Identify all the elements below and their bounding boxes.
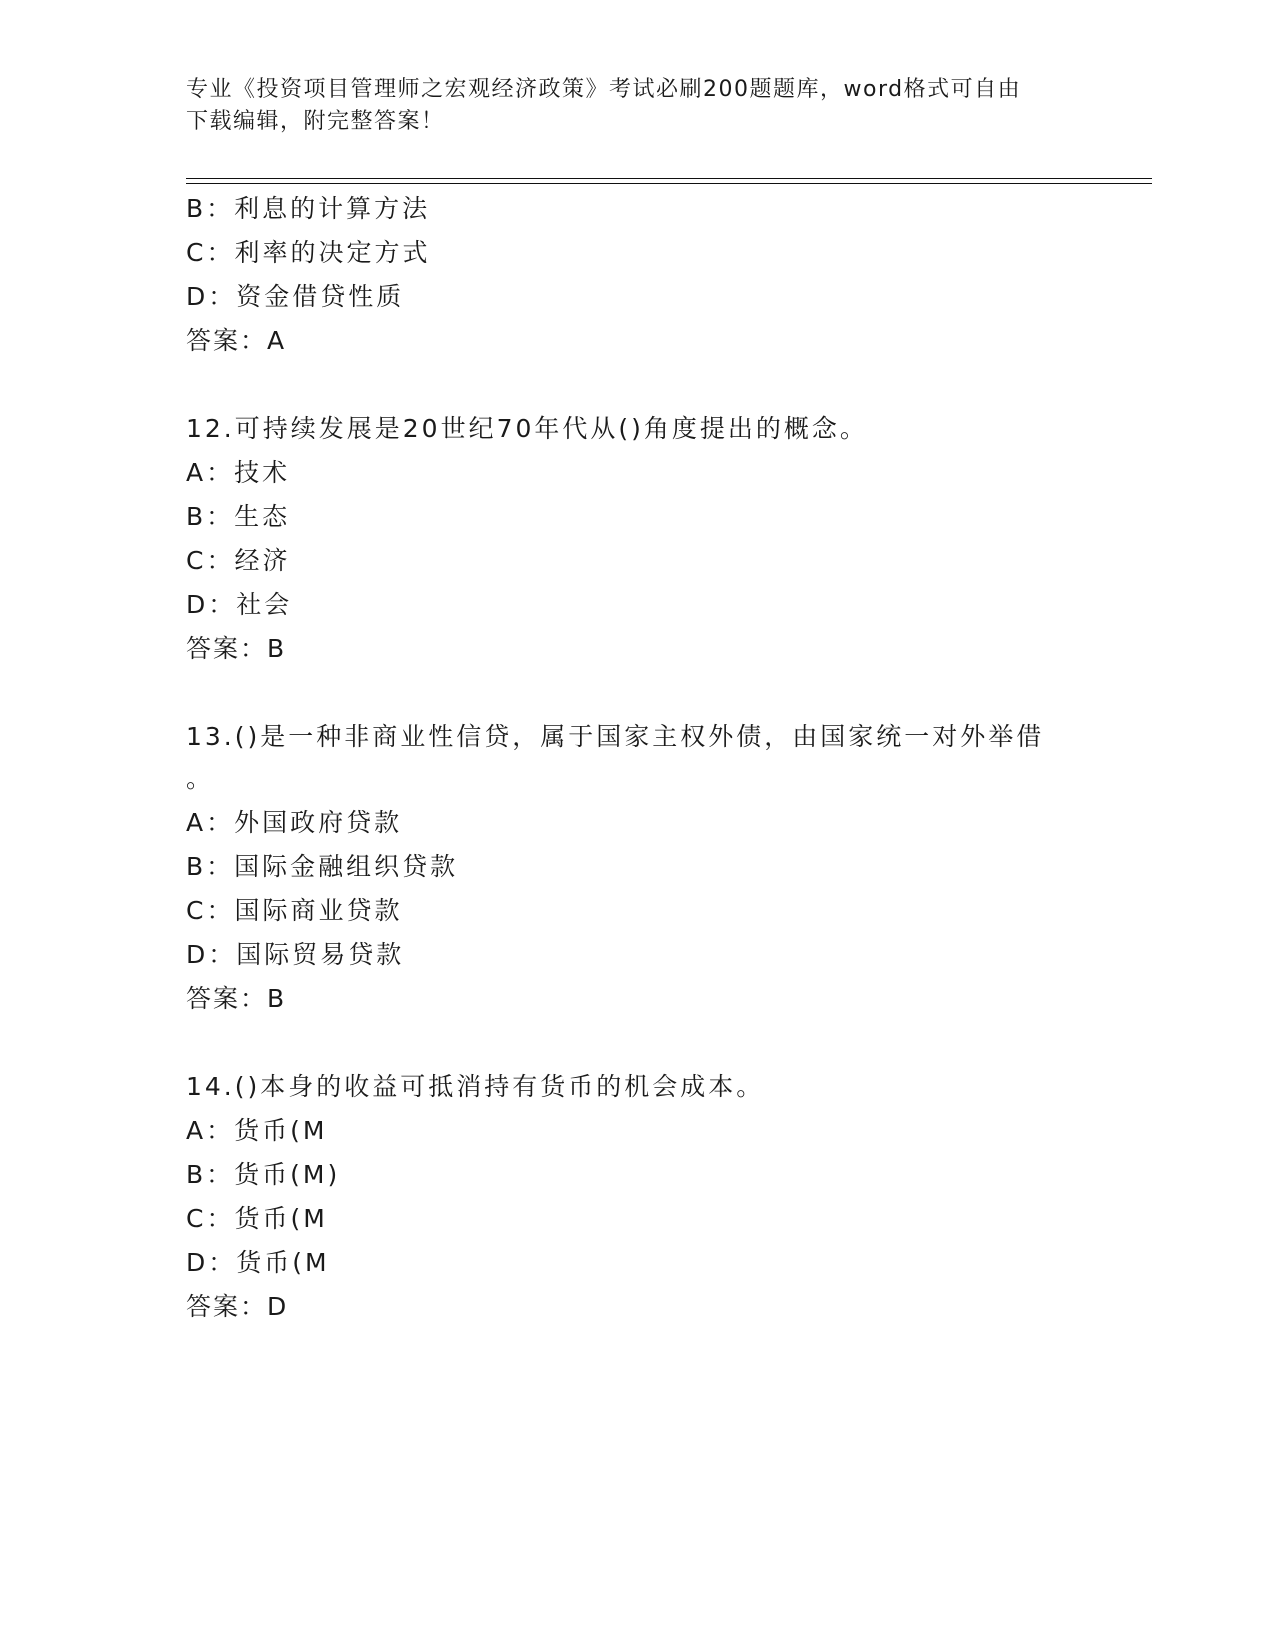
q12-answer: 答案：B <box>186 634 287 663</box>
q14-question: 14.()本身的收益可抵消持有货币的机会成本。 <box>186 1072 765 1101</box>
header-divider-top <box>186 178 1152 179</box>
q12-option-a: A：技术 <box>186 458 291 487</box>
q13-option-a: A：外国政府贷款 <box>186 808 403 837</box>
q14-option-b: B：货币(M) <box>186 1160 341 1189</box>
q14-answer: 答案：D <box>186 1292 289 1321</box>
q13-answer: 答案：B <box>186 984 287 1013</box>
q11-answer: 答案：A <box>186 326 287 355</box>
q13-question-line-2: 。 <box>186 764 215 793</box>
q12-option-c: C：经济 <box>186 546 291 575</box>
q12-question: 12.可持续发展是20世纪70年代从()角度提出的概念。 <box>186 414 868 443</box>
header-line-2: 下载编辑，附完整答案！ <box>186 109 445 134</box>
header-line-1: 专业《投资项目管理师之宏观经济政策》考试必刷200题题库，word格式可自由 <box>186 77 1022 102</box>
q13-option-c: C：国际商业贷款 <box>186 896 403 925</box>
q11-option-b: B：利息的计算方法 <box>186 194 431 223</box>
q14-option-c: C：货币(M <box>186 1204 328 1233</box>
q12-option-b: B：生态 <box>186 502 291 531</box>
document-header <box>186 74 1086 138</box>
q13-option-b: B：国际金融组织贷款 <box>186 852 459 881</box>
q13-option-d: D：国际贸易贷款 <box>186 940 405 969</box>
header-divider-bottom <box>186 183 1152 184</box>
q11-option-c: C：利率的决定方式 <box>186 238 431 267</box>
q12-option-d: D：社会 <box>186 590 293 619</box>
q14-option-a: A：货币(M <box>186 1116 328 1145</box>
q13-question-line-1: 13.()是一种非商业性信贷，属于国家主权外债，由国家统一对外举借 <box>186 722 1045 751</box>
q11-option-d: D：资金借贷性质 <box>186 282 405 311</box>
q14-option-d: D：货币(M <box>186 1248 330 1277</box>
